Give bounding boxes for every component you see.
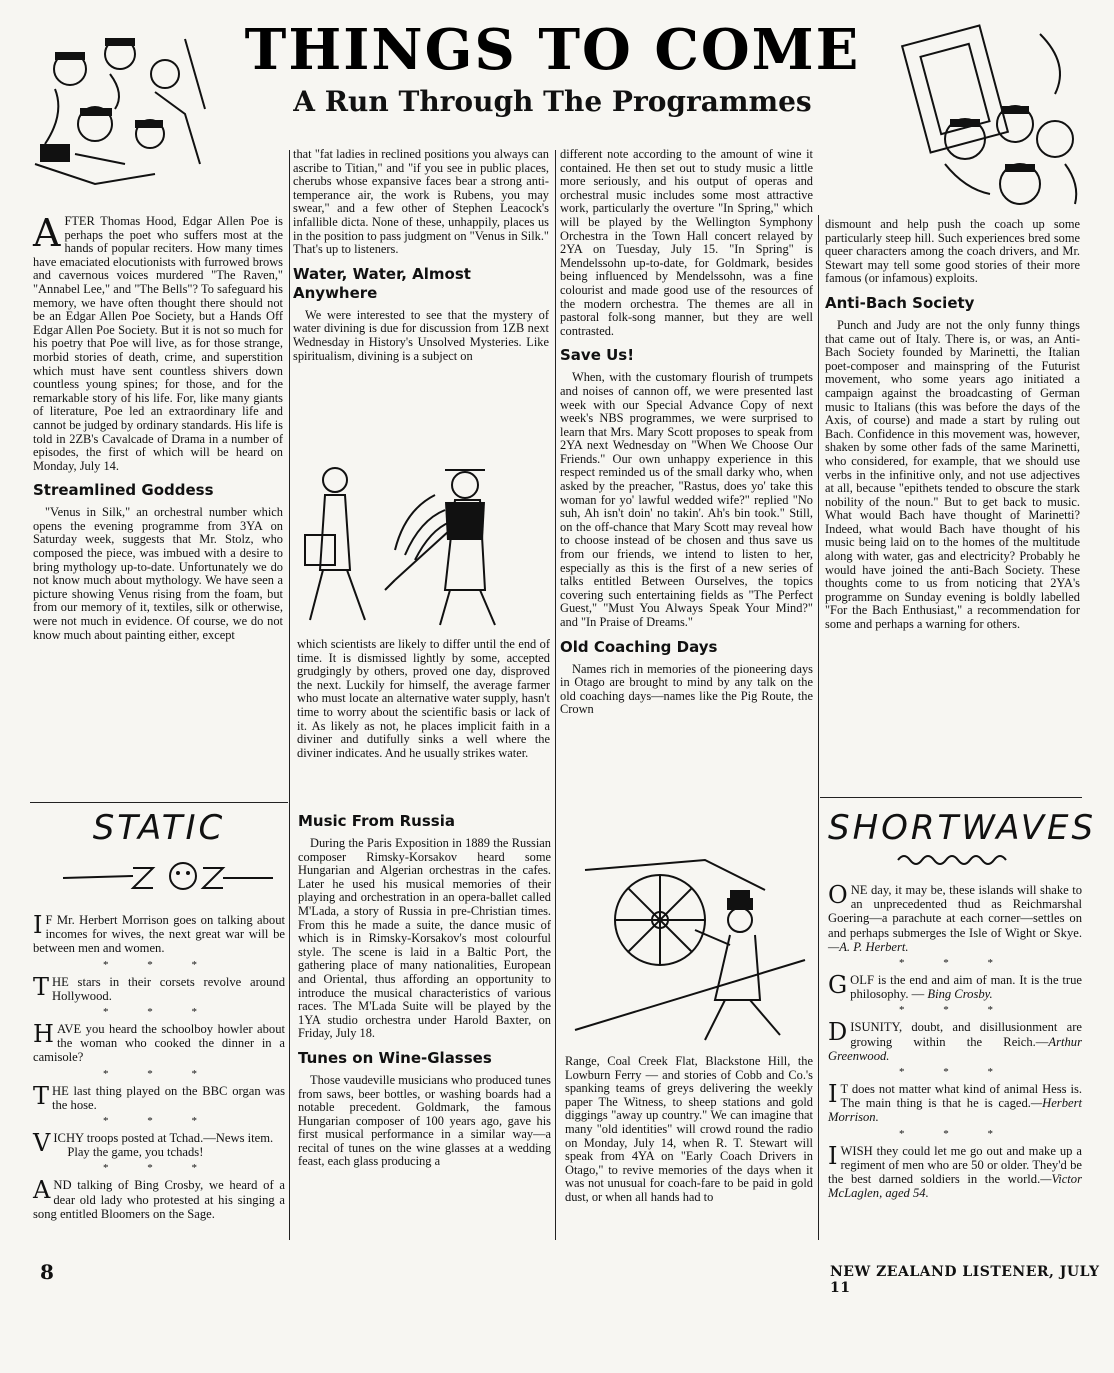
static-item: THE stars in their corsets revolve around Hollywood. bbox=[33, 972, 285, 1003]
page-number: 8 bbox=[40, 1260, 54, 1284]
coach-illustration bbox=[565, 850, 810, 1050]
static-item: THE last thing played on the BBC organ was the hose. bbox=[33, 1081, 285, 1112]
shortwaves-item: I WISH they could let me go out and make up a regiment of men who are 50 or older. They'd be the best darned soldiers in the world.—Victor McLaglen, aged 54. bbox=[828, 1141, 1082, 1201]
column-rule bbox=[289, 150, 290, 1240]
paragraph-streamlined-2: that "fat ladies in reclined positions you always can ascribe to Titian," and "if you see in public places, cherubs whose expansive faces bear a strong anti-temperance air, the work is Rubens, you may swear," and a few other of Stephen Leacock's infallible dicta. None of these, unhappily, places us in the position to pass judgment on "Venus in Silk." That's up to listeners. bbox=[293, 147, 549, 257]
static-item: HAVE you heard the schoolboy howler about the woman who cooked the dinner in a camisole? bbox=[33, 1020, 285, 1065]
shortwaves-item: ONE day, it may be, these islands will shake to an unprecedented thud as Reichmarshal Goering—a parachute at each corner—settles on and perhaps submerges the Isle of Wight or Skye.—A. P. Herbert. bbox=[828, 881, 1082, 954]
heading-wine-glasses: Tunes on Wine-Glasses bbox=[298, 1048, 492, 1067]
article-column-2c bbox=[298, 808, 551, 1169]
paragraph-water-2: which scientists are likely to differ until the end of time. It is dismissed lightly by some, accepted grudgingly by others, proved one day, disproved the next. Luckily for himself, the average farmer who must locate an alternative water supply, hasn't time to worry about the scientific basis or lack of it. As likely as not, he places implicit faith in a diviner and dutifully sinks a well where the diviner indicates. And he usually strikes water. bbox=[297, 637, 550, 760]
paragraph-russia: During the Paris Exposition in 1889 the Russian composer Rimsky-Korsakov heard some Hungarian and Algerian orchestras in the cafes. Later he used his musical memories of their playing and orchestration in an opera-ballet called M'Lada, a story of Russia in pre-Christian times. From this he made a suite, the dance music of which is in Rimsky-Korsakov's most colourful style. The scene is laid in a Baltic Port, the gathering place of many nationalities, European and Oriental, thus affording an opportunity to introduce the musical characteristics of various races. The M'Lada Suite will be played by the 1YA studio orchestra under Harold Baxter, on Friday, July 18. bbox=[298, 836, 551, 1041]
article-column-3b bbox=[565, 1055, 813, 1205]
heading-water: Water, Water, Almost Anywhere bbox=[293, 264, 471, 302]
water-diviner-cartoon bbox=[295, 440, 550, 630]
heading-save-us: Save Us! bbox=[560, 346, 635, 365]
heading-streamlined-goddess: Streamlined Goddess bbox=[33, 481, 214, 500]
heading-coaching: Old Coaching Days bbox=[560, 637, 718, 656]
shortwaves-item: I T does not matter what kind of animal Hess is. The main thing is that he is caged.—Herbert Morrison. bbox=[828, 1080, 1082, 1125]
static-title: STATIC bbox=[92, 808, 226, 848]
paragraph-water-1: We were interested to see that the mystery of water divining is due for discussion from 1ZB next Wednesday in History's Unsolved Mysteries. Like spiritualism, divining is a subject on bbox=[293, 307, 549, 363]
page-subtitle: A Run Through The Programmes bbox=[293, 85, 812, 118]
paragraph-streamlined-1: "Venus in Silk," an orchestral number which opens the evening programme from 3YA on Saturday week, suggests that Mr. Stolz, who composed the piece, was imbued with a desire to bring mythology up-to-date. Unfortunately we do not know much about mythology. We have seen a picture showing Venus rising from the foam, but from our memory of it, textiles, silk or otherwise, were not much in evidence. Of course, we do not know much about painting either, except bbox=[33, 505, 283, 642]
static-item: I F Mr. Herbert Morrison goes on talking about incomes for wives, the next great war will be between men and women. bbox=[33, 911, 285, 956]
static-section bbox=[33, 808, 285, 1223]
column-rule bbox=[555, 150, 556, 1240]
faces-illustration bbox=[895, 14, 1100, 209]
article-column-1 bbox=[33, 211, 283, 642]
drop-cap: A bbox=[33, 211, 61, 255]
static-top-rule bbox=[30, 802, 288, 803]
musicians-illustration bbox=[15, 14, 215, 194]
paragraph-goldmark: different note according to the amount of wine it contained. He then set out to study music a little more seriously, and his output of operas and orchestral music includes some most attractive work, particularly the overture "In Spring," which will be played by the Wellington Symphony Orchestra in the Town Hall concert relayed by 2YA on Tuesday, July 15. "In Spring" is Mendelssohn up-to-date, for Goldmark, besides being influenced by Mendelssohn, was a fine colourist and made good use of the resources of the modern orchestra. The themes are all in pastoral folk-song manner, but they are well contrasted. bbox=[560, 147, 813, 338]
static-item: AND talking of Bing Crosby, we heard of a dear old lady who protested at his singing a song entitled Bloomers on the Sage. bbox=[33, 1176, 285, 1221]
paragraph-coaching-3: dismount and help push the coach up some particularly steep hill. Such experiences bred some queer characters among the coach drivers, and Mr. Stewart may tell some good stories of their more famous (or infamous) exploits. bbox=[825, 217, 1080, 286]
article-column-2b bbox=[297, 638, 550, 760]
shortwaves-section bbox=[828, 808, 1097, 1202]
intro-paragraph: AFTER Thomas Hood, Edgar Allen Poe is perhaps the poet who suffers most at the hands of popular reciters. How many times have emaciated elocutionists with furrowed brows and cavernous voices murdered "The Raven," "Annabel Lee," and "The Bells"? To safeguard his memory, we have often thought there should not be an Edgar Allen Poe Society, but a Hands Off Edgar Allen Poe Society. But it is not so much for his poetry that Poe will live, as for those strange, morbid stories of death, crime, and superstition which must have sent countless shivers down countless young spines; for those, and for the remarkable story of his life. For, like many giants of literature, Poe led an extraordinary life and cannot be judged by ordinary standards. His life is told in 2ZB's Cavalcade of Drama in a number of episodes, the first of which will be heard on Monday, July 14. bbox=[33, 211, 283, 473]
heading-russia: Music From Russia bbox=[298, 812, 455, 830]
page-title: THINGS TO COME bbox=[244, 17, 861, 83]
shortwaves-top-rule bbox=[820, 797, 1082, 798]
paragraph-anti-bach: Punch and Judy are not the only funny things that came out of Italy. There is, or was, an Anti-Bach Society founded by Marinetti, the Italian poet-composer and mainspring of the Futurist movement, who some years ago initiated a campaign against the broadcasting of German music to Italians (this was before the days of the Axis, of course) and made a start by ruling out Bach. Confidence in this movement was, however, shaken by some other fads of the same Marinetti, who considered, for example, that we should use verbs in the infinitive only, and not use adjectives at all, because "epithets tended to obscure the stark nobility of the noun." But to get back to music. What would Bach have thought of Marinetti? Indeed, what would Bach have thought of his music being laid on to the homes of the multitude along with water, gas and electricity? Probably he would have joined the anti-Bach Society. These thoughts come to us from noticing that 2YA's programme on Sunday evening is boldly labelled "For the Bach Enthusiast," a recommendation for some and perhaps a warning for others. bbox=[825, 317, 1080, 632]
heading-anti-bach: Anti-Bach Society bbox=[825, 293, 975, 312]
static-items: I F Mr. Herbert Morrison goes on talking about incomes for wives, the next great war will be between men and women. * * * THE stars in their corsets revolve around Hollywood. * * * HAVE you heard the schoolboy howler about the woman who cooked the dinner in a camisole? * * * THE last thing played on the BBC organ was the hose. * * * VICHY troops posted at Tchad.—News item. Play the game, you tchads! * * * AND talking of Bing Crosby, we heard of a dear old lady who protested at his singing a song entitled Bloomers on the Sage. bbox=[33, 911, 285, 1221]
shortwaves-item: DISUNITY, doubt, and disillusionment are growing within the Reich.—Arthur Greenwood. bbox=[828, 1018, 1082, 1063]
paragraph-save-us: When, with the customary flourish of trumpets and noises of cannon off, we were presented last week with our Special Advance Copy of next week's NBS programmes, we were surprised to learn that Mrs. Mary Scott proposes to speak from 2YA next Wednesday on "When We Choose Our Friends." Our own unhappy experience in this respect reminded us of the small darky who, when asked by the preacher, "Rastus, does yo' take this woman for yo' lawful wedded wife?" replied "No suh, Ah isn't doin' no takin'. Ah's bin took." Still, on the off-chance that Mary Scott may reveal how to choose instead of be chosen and thus save us from our friends, we intend to listen to her, especially as this is the first of a new series of talks entitled Between Ourselves, the topics covering such entertaining fields as "The Perfect Guest," "Must You Always Speak Your Mind?" and "In Praise of Dreams." bbox=[560, 370, 813, 629]
article-column-3 bbox=[560, 148, 813, 717]
shortwaves-item: GOLF is the end and aim of man. It is the true philosophy. — Bing Crosby. bbox=[828, 971, 1082, 1002]
paragraph-coaching-1: Names rich in memories of the pioneering days in Otago are brought to mind by any talk on the old coaching days—names like the Pig Route, the Crown bbox=[560, 661, 813, 717]
paragraph-coaching-2: Range, Coal Creek Flat, Blackstone Hill, the Lowburn Ferry — and stories of Cobb and Co.'s spanking teams of greys delivering the weekly paper The Witness, to sheep stations and gold diggings "away up country." We can imagine that many "old identities" will crowd round the radio on Monday, July 14, when R. T. Stewart will speak from 4YA on "Early Coach Drivers in Otago," to revive memories of the days when it was not unusual for coach-fare to be paid in gold dust, or when all hands had to bbox=[565, 1054, 813, 1204]
masthead bbox=[215, 18, 890, 120]
article-column-2 bbox=[293, 148, 549, 363]
static-item: VICHY troops posted at Tchad.—News item. Play the game, you tchads! bbox=[33, 1129, 274, 1160]
wave-icon bbox=[828, 848, 1082, 870]
paragraph-wine-glasses: Those vaudeville musicians who produced tunes from saws, beer bottles, or washing boards had a notable precedent. Goldmark, the famous Hungarian composer of 100 years ago, gave his first musical performance in a similar way—a recital of tunes on the wine glasses at a wedding feast, each glass producing a bbox=[298, 1072, 551, 1169]
article-column-4 bbox=[825, 218, 1080, 632]
column-rule bbox=[818, 215, 819, 1240]
static-squiggle-icon bbox=[33, 848, 285, 898]
shortwaves-items: ONE day, it may be, these islands will shake to an unprecedented thud as Reichmarshal Goering—a parachute at each corner—settles on and perhaps submerges the Isle of Wight or Skye.—A. P. Herbert. * * * GOLF is the end and aim of man. It is the true philosophy. — Bing Crosby. * * * DISUNITY, doubt, and disillusionment are growing within the Reich.—Arthur Greenwood. * * * I T does not matter what kind of animal Hess is. The main thing is that he is caged.—Herbert Morrison. * * * I WISH they could let me go out and make up a regiment of men who are 50 or older. They'd be the best darned soldiers in the world.—Victor McLaglen, aged 54. bbox=[828, 881, 1082, 1201]
shortwaves-title: SHORTWAVES bbox=[828, 808, 1097, 848]
publication-footer: NEW ZEALAND LISTENER, JULY 11 bbox=[830, 1264, 1100, 1296]
